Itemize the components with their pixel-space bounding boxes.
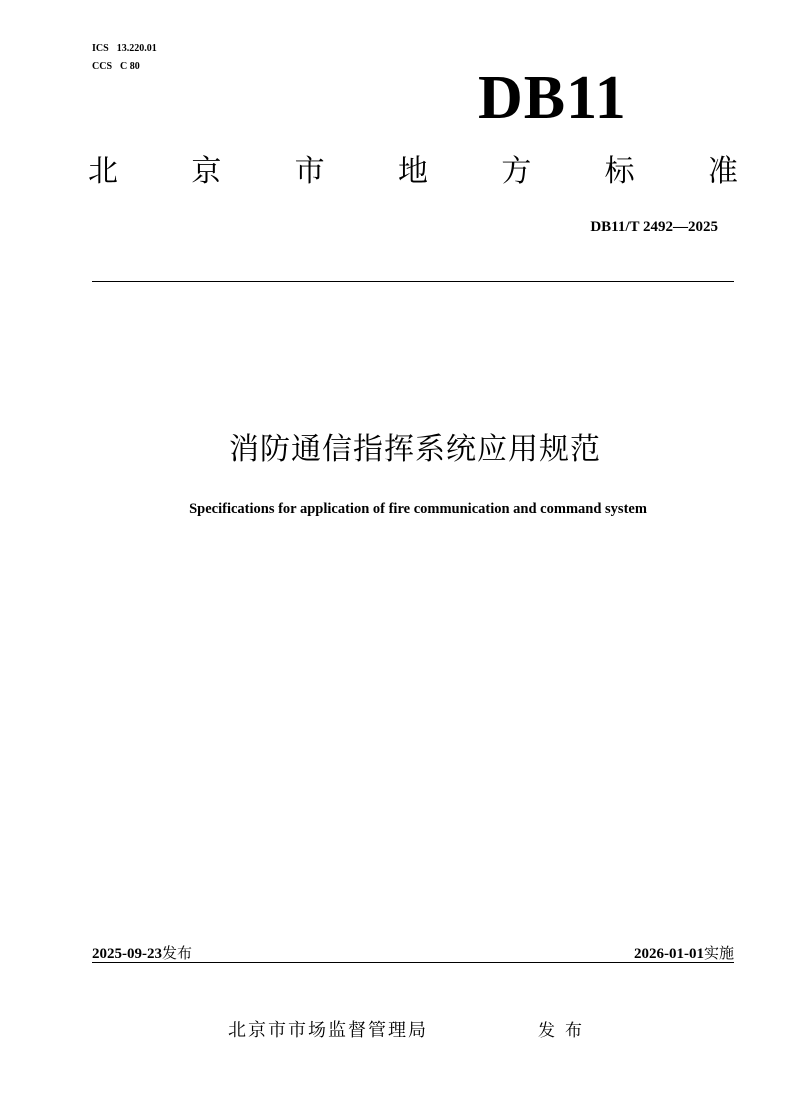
standard-type-char: 北 — [88, 154, 118, 189]
document-title-chinese: 消防通信指挥系统应用规范 — [229, 432, 601, 467]
implement-label: 实施 — [703, 944, 734, 962]
ccs-code — [92, 58, 165, 76]
standard-type-char: 标 — [604, 154, 635, 189]
standard-type-char: 准 — [707, 154, 738, 189]
ics-label: ICS — [92, 43, 109, 54]
implement-date: 2026-01-01 — [633, 946, 704, 962]
issue-label: 发布 — [538, 1021, 592, 1041]
ics-code — [92, 40, 165, 58]
ics-value: 13.220.01 — [116, 43, 157, 54]
ccs-label: CCS — [92, 61, 113, 72]
standard-type-char: 方 — [501, 154, 532, 189]
standard-type-char: 地 — [397, 154, 428, 189]
date-divider — [92, 962, 734, 963]
document-title-english: Specifications for application of fire communication and command system — [189, 501, 647, 517]
standard-number: DB11/T 2492—2025 — [590, 219, 718, 235]
standard-type-char: 市 — [294, 154, 325, 189]
classification-codes — [92, 40, 165, 76]
standard-type-title — [88, 150, 738, 194]
header-divider — [92, 281, 734, 282]
standard-type-char: 京 — [191, 154, 222, 189]
publish-date: 2025-09-23 — [92, 946, 162, 962]
ccs-value: C 80 — [120, 61, 140, 72]
publish-label: 发布 — [162, 944, 193, 962]
issuing-authority: 北京市市场监督管理局 — [228, 1020, 428, 1041]
standard-code-mark: DB11 — [478, 64, 627, 132]
